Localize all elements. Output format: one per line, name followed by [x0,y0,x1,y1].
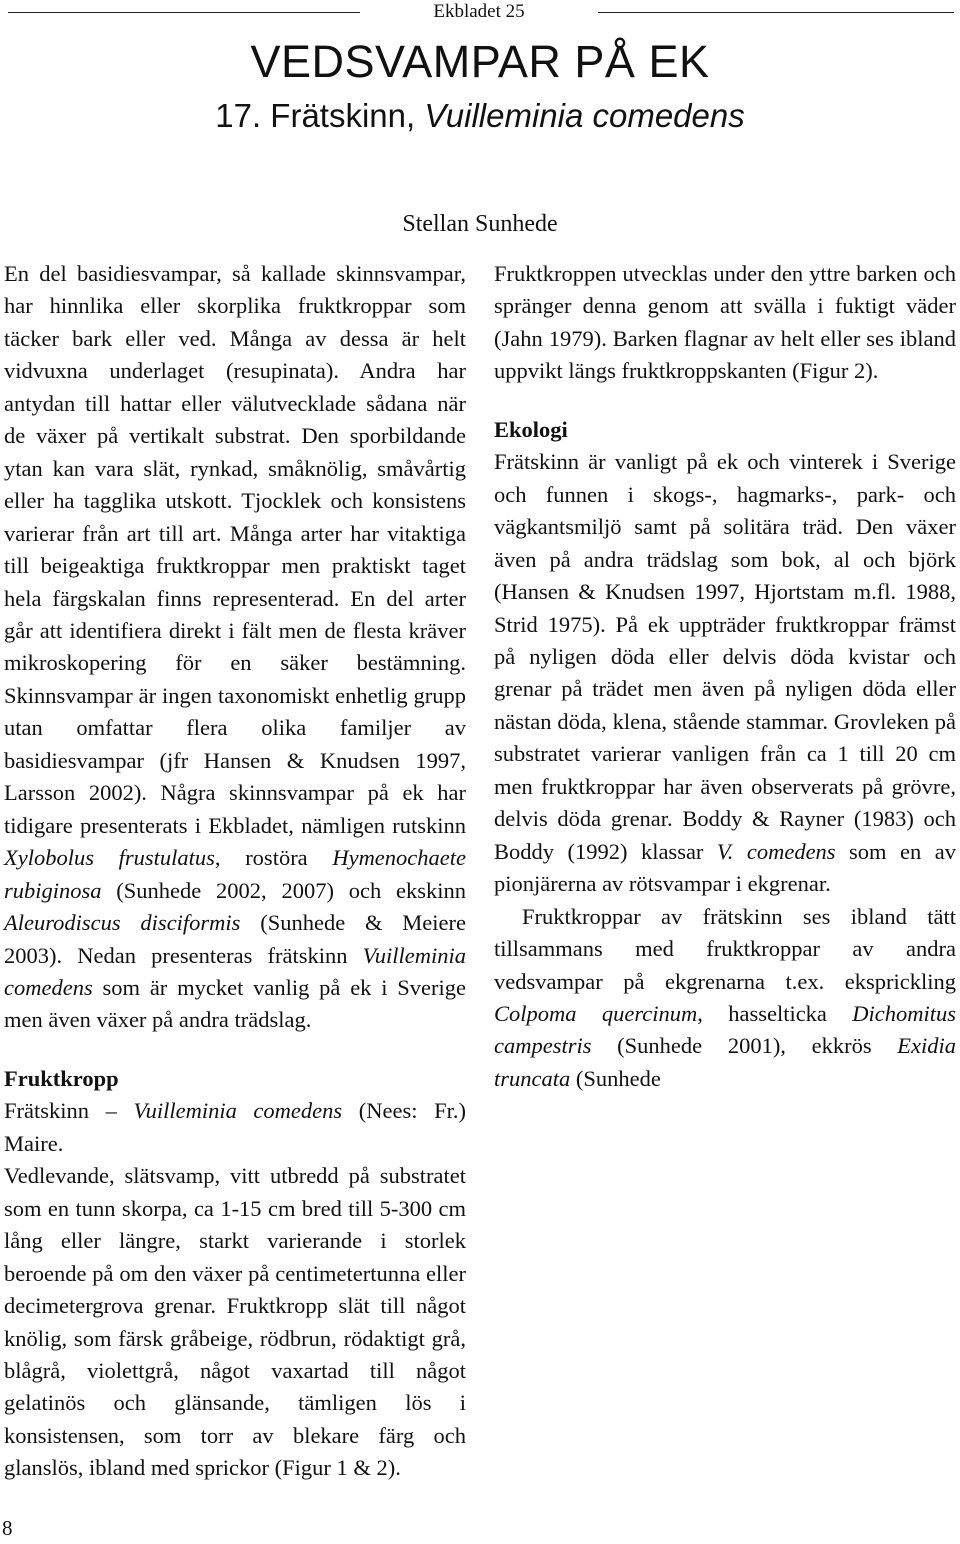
intro-text: (Sunhede 2002, 2007) och ekskinn [101,877,466,903]
species-name: Aleurodiscus disciformis [4,910,241,936]
body-text: Frätskinn – [4,1098,134,1124]
body-text: (Nees: Fr.) Maire. [4,1098,466,1156]
left-column [4,258,466,1485]
subtitle-species: Vuilleminia comedens [424,97,745,134]
article-title: VEDSVAMPAR PÅ EK [250,36,710,87]
body-text: Fruktkroppar av frätskinn ses ibland tätt tillsammans med fruktkroppar av andra vedsvampar på ekgrenarna t.ex. eksprickling [494,903,956,994]
intro-text: (Sunhede & Meiere 2003). Nedan presenteras frätskinn [4,910,466,968]
fruktkropp-description-continued: Fruktkroppen utvecklas under den yttre barken och spränger denna genom att svälla i fuktigt väder (Jahn 1979). Barken flagnar av helt eller ses ibland uppvikt längs fruktkroppskanten (Figur 2). [494,261,956,384]
intro-text: , rostöra [214,845,333,871]
species-name-line [4,1095,466,1160]
subtitle-prefix: 17. Frätskinn, [215,97,425,134]
heading-fruktkropp: Fruktkropp [4,1065,119,1091]
header-rule-left [8,12,360,13]
fruktkropp-description: Vedlevande, slätsvamp, vitt utbredd på substratet som en tunn skorpa, ca 1-15 cm bred till 5-300 cm lång eller längre, starkt varierande i storlek beroende på om den växer på centimetertunna eller decimetergrova grenar. Fruktkropp slät till något knölig, som färsk gråbeige, rödbrun, rödaktigt grå, blågrå, violettgrå, något vaxartad till något gelatinös och glänsande, tämligen lös i konsistensen, som torr av blekare färg och glanslös, ibland med sprickor (Figur 1 & 2). [4,1163,466,1481]
page-number: 8 [2,1516,13,1540]
body-text: som en av pionjärerna av rötsvampar i ekgrenar. [494,838,956,897]
heading-ekologi: Ekologi [494,416,568,442]
header-rule-right [598,12,954,13]
species-name: Hymenochaete rubiginosa [4,845,467,903]
species-name: Vuilleminia comedens [133,1098,343,1124]
body-text: Frätskinn är vanligt på ek och vinterek i Sverige och funnen i skogs-, hagmarks-, park- och vägkantsmiljö samt på solitära träd. Den växer även på andra trädslag som bok, al och björk (Hansen & Knudsen 1997, Hjortstam m.fl. 1988, Strid 1975). På ek uppträder fruktkroppar främst på nyligen döda eller delvis döda kvistar och grenar på trädet men även på nyligen döda eller nästan döda, klena, stående stammar. Grovleken på substratet varierar vanligen från ca 1 till 20 cm men fruktkroppar har även observerats på grövre, delvis döda grenar. Boddy & Rayner (1983) och Boddy (1992) klassar [494,449,956,864]
species-name: Vuilleminia comedens [4,942,466,1000]
species-name: Exidia truncata [494,1033,956,1091]
running-header [0,0,960,24]
species-name: V. comedens [716,838,836,864]
body-text: (Sunhede [570,1065,661,1091]
intro-text: En del basidiesvampar, så kallade skinnsvampar, har hinnlika eller skorplika fruktkroppar som täcker bark eller ved. Många av dessa är helt vidvuxna underlaget (resupinata). Andra har antydan till hattar eller välutvecklade sådana när de växer på vertikalt substrat. Den sporbildande ytan kan vara slät, rynkad, småknölig, småvårtig eller ha tagglika utskott. Tjocklek och konsistens varierar från art till art. Många arter har vitaktiga till beigeaktiga fruktkroppar men praktiskt taget hela färgskalan finns representerad. En del arter går att identifiera direkt i fält men de flesta kräver mikroskopering för en säker bestämning. Skinnsvampar är ingen taxonomiskt enhetlig grupp utan omfattar flera olika familjer av basidiesvampar (jfr Hansen & Knudsen 1997, Larsson 2002). Några skinnsvampar på ek har tidigare presenterats i Ekbladet, nämligen rutskinn [4,261,466,838]
article-subtitle [0,94,960,138]
species-name: Xylobolus frustulatus [4,845,215,871]
species-name: Colpoma quercinum [494,1000,698,1026]
body-text: (Sunhede 2001), ekkrös [591,1033,898,1059]
ekologi-paragraph-1 [494,446,956,900]
ekologi-paragraph-2 [494,901,956,1096]
intro-text: som är mycket vanlig på ek i Sverige men även växer på andra trädslag. [4,974,466,1033]
intro-paragraph [4,258,466,1037]
article-author: Stellan Sunhede [402,211,558,237]
species-name: Dichomitus campestris [494,1000,957,1059]
body-text: , hasselticka [697,1000,853,1026]
running-title: Ekbladet 25 [433,1,525,22]
right-column [494,258,956,1095]
